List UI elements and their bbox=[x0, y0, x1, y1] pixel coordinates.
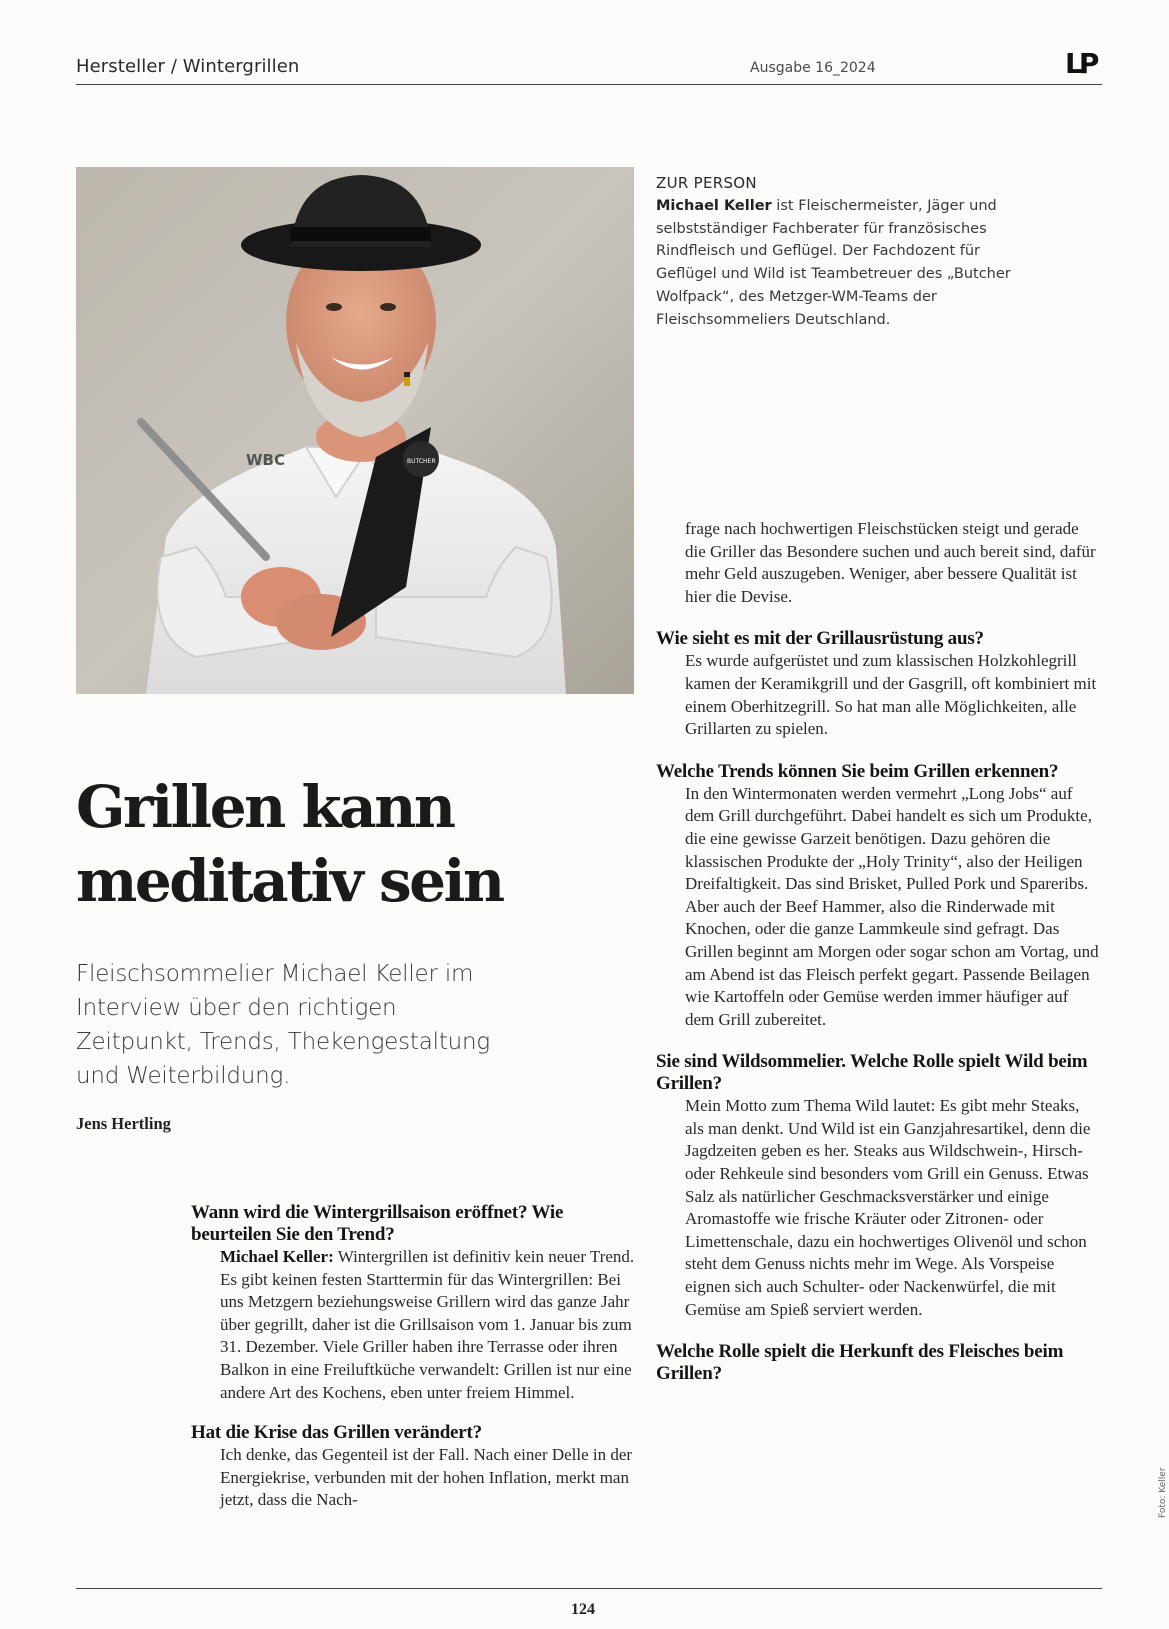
coat-badge-wbc: WBC bbox=[246, 451, 285, 469]
interview-question: Welche Rolle spielt die Herkunft des Fleisches beim Grillen? bbox=[656, 1341, 1064, 1385]
interview-speaker: Michael Keller: bbox=[220, 1247, 334, 1266]
portrait-photo bbox=[76, 167, 634, 694]
coat-badge-butcher: BUTCHER bbox=[407, 458, 436, 465]
interview-question: Wann wird die Wintergrillsaison eröffnet? Wie beurteilen Sie den Trend? bbox=[191, 1202, 564, 1245]
interview-answer: Michael Keller: Wintergrillen ist definitiv kein neuer Trend. Es gibt keinen festen Starttermin für das Wintergrillen: Bei uns Metzgern beziehungsweise Grillern wird das ganze Jahr über gegrillt, daher ist die Grillsaison vom 1. Januar bis zum 31. Dezember. Viele Griller haben ihre Terrasse oder ihren Balkon in eine Freiluftküche verwandelt: Grillen ist nur eine andere Art des Kochens, eben unter freiem Himmel. bbox=[220, 1247, 635, 1402]
interview-question: Welche Trends können Sie beim Grillen erkennen? bbox=[656, 760, 1059, 782]
header-rule bbox=[76, 84, 1102, 85]
footer-rule bbox=[76, 1588, 1102, 1589]
interview-question: Wie sieht es mit der Grillausrüstung aus? bbox=[656, 628, 984, 650]
headline-line-1: Grillen kann bbox=[76, 773, 454, 841]
about-person-kicker: ZUR PERSON bbox=[656, 174, 757, 192]
interview-answer: Mein Motto zum Thema Wild lautet: Es gibt mehr Steaks, als man denkt. Und Wild ist ein Ganzjahresartikel, denn die Jagdzeiten geben es her. Steaks aus Wildschwein-, Hirsch- oder Rehkeule sind besonders vom Grill ein Genuss. Etwas Salz als natürlicher Geschmacksverstärker und einige Aromastoffe wie frische Kräuter oder Zitronen- oder Limettenschale, dazu ein hochwertiges Olivenöl und schon steht dem Genuss nichts mehr im Wege. Als Vorspeise eignen sich auch Schulter- oder Nackenwürfel, die mit Gemüse am Spieß serviert werden. bbox=[685, 1096, 1091, 1319]
interview-question: Hat die Krise das Grillen verändert? bbox=[191, 1422, 482, 1444]
interview-answer-continued: frage nach hochwertigen Fleischstücken steigt und gerade die Griller das Besondere suchen und auch bereit sind, dafür mehr Geld auszugeben. Weniger, aber bessere Qualität ist hier die Devise. bbox=[685, 519, 1096, 606]
article-author: Jens Hertling bbox=[76, 1114, 171, 1133]
interview-answer: Ich denke, das Gegenteil ist der Fall. Nach einer Delle in der Energiekrise, verbunden mit der hohen Inflation, merkt man jetzt, dass die Nach- bbox=[220, 1445, 633, 1510]
photo-credit: Foto: Keller bbox=[1158, 1467, 1168, 1518]
article-headline bbox=[76, 770, 596, 918]
about-person-name: Michael Keller bbox=[656, 197, 772, 214]
article-column-right bbox=[656, 518, 1101, 1385]
article-subtitle: Fleischsommelier Michael Keller im Interview über den richtigen Zeitpunkt, Trends, Thekengestaltung und Weiterbildung. bbox=[76, 961, 490, 1089]
about-person-text: ist Fleischermeister, Jäger und selbstständiger Fachberater für französisches Rindfleisch und Geflügel. Der Fachdozent für Geflügel und Wild ist Teambetreuer des „Butcher Wolfpack“, des Metzger-WM-Teams der Fleischsommeliers Deutschland. bbox=[656, 197, 1011, 328]
headline-line-2: meditativ sein bbox=[76, 847, 503, 915]
magazine-logo: LP bbox=[1065, 47, 1096, 80]
section-breadcrumb: Hersteller / Wintergrillen bbox=[76, 56, 300, 77]
article-column-left bbox=[191, 1202, 636, 1512]
interview-question: Sie sind Wildsommelier. Welche Rolle spielt Wild beim Grillen? bbox=[656, 1051, 1088, 1095]
page-number: 124 bbox=[571, 1601, 595, 1618]
interview-answer: Es wurde aufgerüstet und zum klassischen Holzkohlegrill kamen der Keramikgrill und der Gasgrill, oft kombiniert mit einem Oberhitzegrill. So hat man alle Möglichkeiten, alle Grillarten zu spielen. bbox=[685, 651, 1097, 739]
interview-answer: In den Wintermonaten werden vermehrt „Long Jobs“ auf dem Grill durchgeführt. Dabei handelt es sich um Produkte, die eine gewisse Garzeit benötigen. Dazu gehören die klassischen Produkte der „Holy Trinity“, also der Heiligen Dreifaltigkeit. Das sind Brisket, Pulled Pork und Spareribs. Aber auch der Beef Hammer, also die Rinderwade mit Knochen, oder die ganze Lammkeule sind gefragt. Das Grillen beginnt am Morgen oder sogar schon am Vortag, und am Abend ist das Fleisch perfekt gegart. Passende Beilagen wie Kartoffeln oder Gemüse werden immer häufiger auf dem Grill zubereitet. bbox=[685, 783, 1099, 1029]
issue-label: Ausgabe 16_2024 bbox=[750, 60, 876, 76]
about-person-box bbox=[656, 172, 1016, 332]
